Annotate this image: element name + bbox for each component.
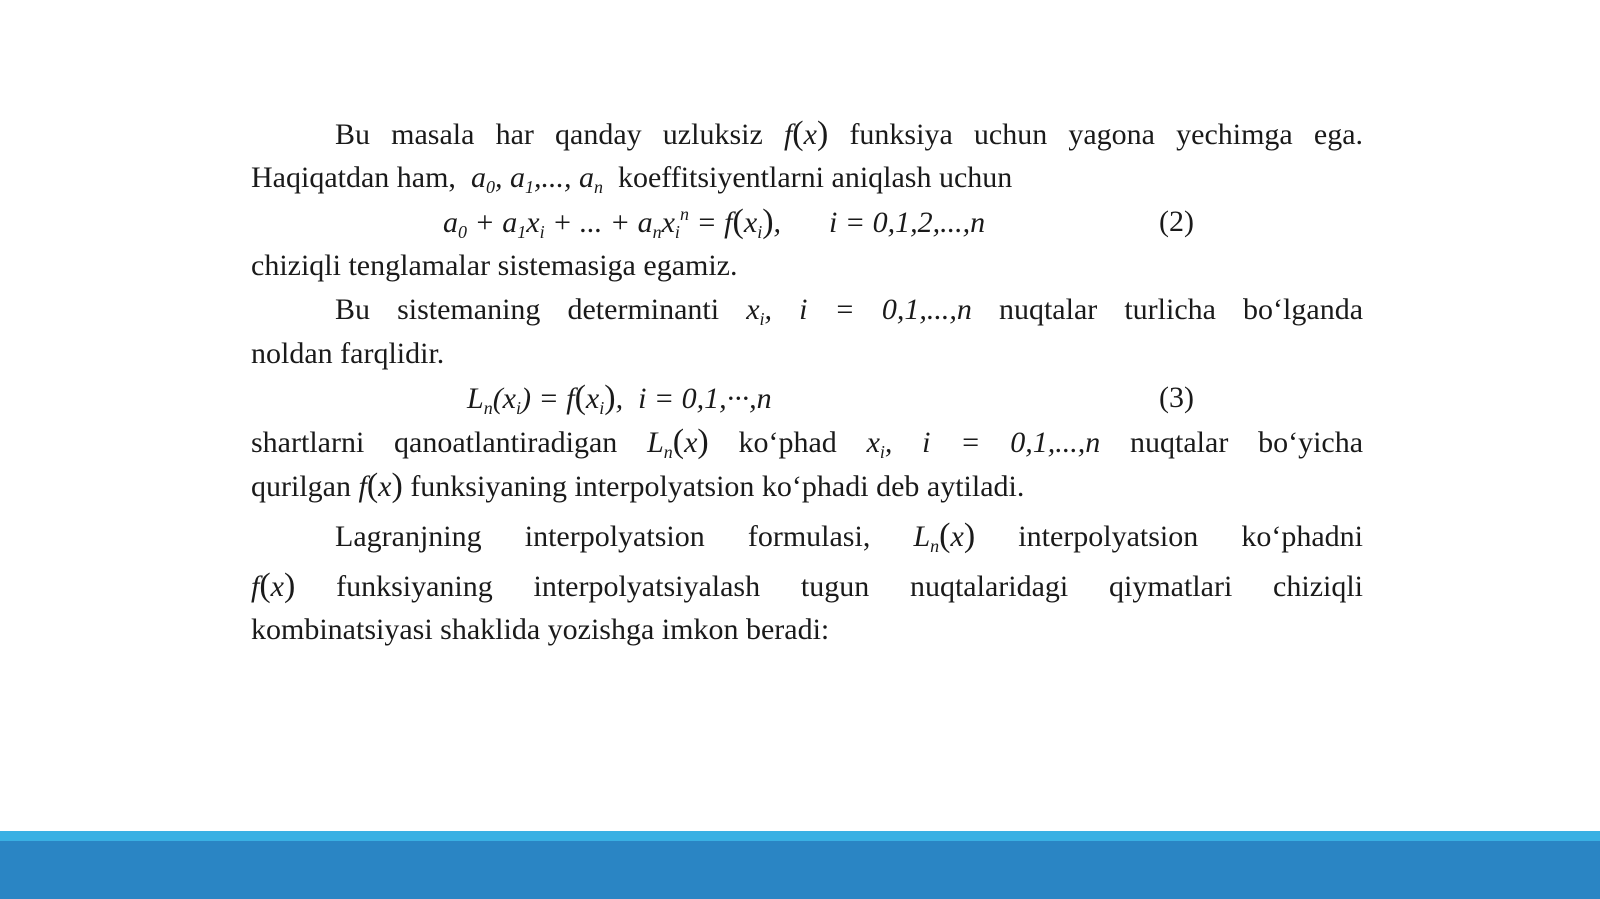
equation-2: [251, 200, 1363, 244]
text: Lagranjning interpolyatsion formulasi,: [335, 520, 871, 553]
footer-accent-bar: [0, 831, 1600, 841]
formula-ln-of-x: $L_n(x)$: [647, 423, 709, 462]
text: funksiyaning interpolyatsiyalash tugun nuqtalaridagi qiymatlari chiziqli: [336, 570, 1364, 603]
text: funksiyaning interpolyatsion ko‘phadi deb aytiladi.: [410, 470, 1025, 503]
formula-ln-of-x: $L_n(x)$: [913, 517, 976, 556]
slide-text: [251, 112, 1363, 652]
text: chiziqli tenglamalar sistemasiga egamiz.: [251, 249, 738, 282]
text: noldan farqlidir.: [251, 337, 445, 370]
equation-2-body: $a_0 + a_1x_i$ + ... + $a_nx_i^n = f(x_i)$, i = 0,1,2,...,n: [443, 203, 986, 242]
paragraph-line: [251, 244, 1363, 288]
paragraph-line: [251, 608, 1363, 652]
text: nuqtalar turlicha bo‘lganda: [998, 293, 1364, 326]
paragraph-line: [251, 464, 1363, 508]
formula-xi-range: $x_i$, i = 0,1,...,n: [866, 426, 1101, 462]
paragraph-line: [251, 156, 1363, 200]
text: Haqiqatdan ham,: [251, 161, 456, 194]
equation-3-number: (3): [1159, 381, 1194, 414]
paragraph-line: [251, 564, 1363, 608]
paragraph-line: [251, 288, 1363, 332]
equation-2-range: i = 0,1,2,...,n: [829, 206, 986, 239]
equation-3-body: $L_n(x_i) = f(x_i)$, i = 0,1,···,n: [467, 379, 772, 418]
paragraph-line: [251, 112, 1363, 156]
text: koeffitsiyentlarni aniqlash uchun: [617, 161, 1013, 194]
paragraph-line: [251, 332, 1363, 376]
equation-2-number: (2): [1159, 205, 1194, 238]
text: interpolyatsion ko‘phadni: [1018, 520, 1364, 553]
text: funksiya uchun yagona yechimga ega.: [849, 118, 1364, 151]
text: kombinatsiyasi shaklida yozishga imkon beradi:: [251, 613, 830, 646]
equation-3-range: i = 0,1,···,n: [638, 382, 772, 415]
formula-xi-range: $x_i$, i = 0,1,...,n: [746, 293, 972, 329]
text: qurilgan: [251, 470, 351, 503]
paragraph-line: [251, 420, 1363, 464]
text: nuqtalar bo‘yicha: [1130, 426, 1364, 459]
text: shartlarni qanoatlantiradigan: [251, 426, 618, 459]
formula-f-of-x: f(x): [358, 467, 403, 504]
text: ko‘phad: [738, 426, 837, 459]
text: Bu sistemaning determinanti: [335, 293, 720, 326]
formula-f-of-x: f(x): [783, 115, 829, 152]
paragraph-line: [251, 514, 1363, 558]
equation-3: [251, 376, 1363, 420]
formula-coefficients: $a_0$, $a_1$,..., $a_n$: [463, 161, 603, 197]
text: Bu masala har qanday uzluksiz: [335, 118, 763, 151]
footer-bar: [0, 841, 1600, 899]
formula-f-of-x: f(x): [251, 567, 296, 604]
